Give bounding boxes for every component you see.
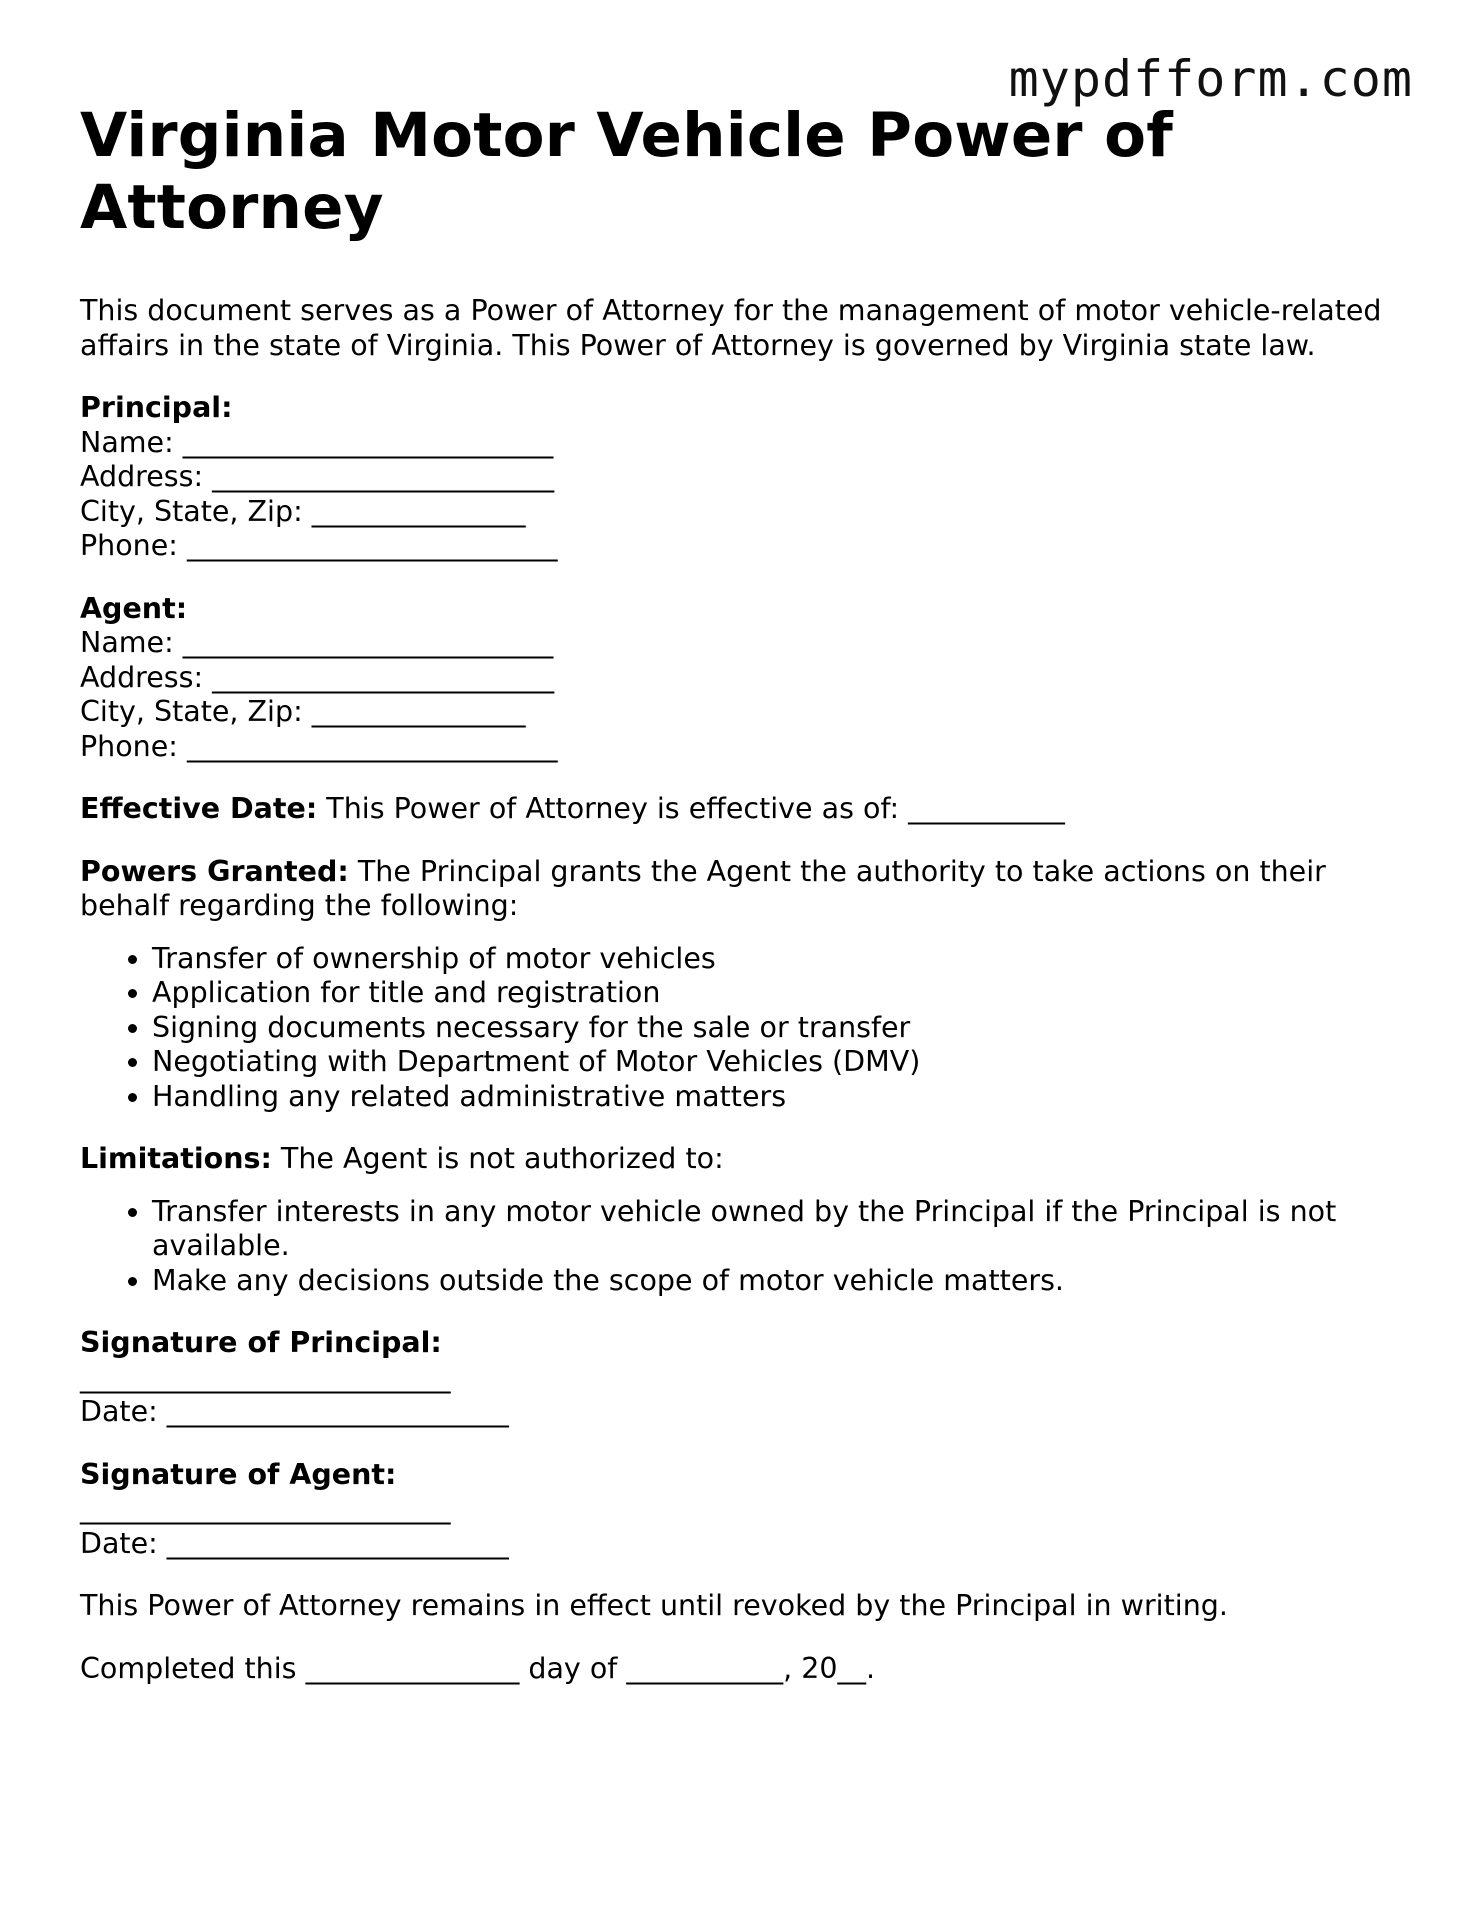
agent-signature-line[interactable]: __________________________ [80, 1492, 451, 1525]
principal-signature-heading: Signature of Principal: [80, 1326, 442, 1359]
principal-city-field[interactable]: City, State, Zip: _______________ [80, 494, 526, 528]
principal-heading: Principal: [80, 391, 233, 424]
effective-date-field[interactable]: This Power of Attorney is effective as of: ___________ [317, 792, 1065, 825]
agent-signature-date-field[interactable]: Date: ________________________ [80, 1526, 509, 1560]
principal-signature-line[interactable]: __________________________ [80, 1360, 451, 1394]
list-item: • Signing documents necessary for the sale or transfer [152, 1011, 1400, 1046]
list-item: • Transfer interests in any motor vehicle owned by the Principal if the Principal is not available. [152, 1195, 1400, 1264]
principal-phone-field[interactable]: Phone: __________________________ [80, 529, 558, 562]
principal-name-field[interactable]: Name: __________________________ [80, 425, 554, 459]
powers-paragraph [80, 855, 1400, 924]
principal-address-field[interactable]: Address: ________________________ [80, 460, 555, 493]
effective-date-label: Effective Date: [80, 792, 318, 825]
list-item: • Transfer of ownership of motor vehicles [152, 942, 1400, 977]
list-item: • Application for title and registration [152, 976, 1400, 1011]
document-title: Virginia Motor Vehicle Power of Attorney [80, 100, 1174, 243]
limitations-paragraph [80, 1142, 1400, 1177]
principal-signature-date-field[interactable]: Date: ________________________ [80, 1395, 509, 1428]
agent-city-field[interactable]: City, State, Zip: _______________ [80, 695, 526, 728]
watermark: mypdfform.com [1008, 50, 1413, 108]
list-item: • Negotiating with Department of Motor Vehicles (DMV) [152, 1045, 1400, 1080]
limitations-text: The Agent is not authorized to: [271, 1142, 724, 1175]
document-page [80, 100, 1400, 1686]
list-item: • Handling any related administrative matters [152, 1080, 1400, 1115]
powers-text: The Principal grants the Agent the authority to take actions on their behalf regarding the following: [80, 854, 1326, 922]
powers-label: Powers Granted: [80, 854, 349, 888]
agent-section [80, 592, 1400, 765]
agent-address-field[interactable]: Address: ________________________ [80, 660, 555, 694]
effective-date-paragraph [80, 792, 1400, 827]
principal-signature-section [80, 1326, 1400, 1430]
agent-heading: Agent: [80, 591, 188, 625]
limitations-list [80, 1195, 1400, 1299]
completed-line[interactable]: Completed this _______________ day of ___________, 20__. [80, 1651, 876, 1685]
agent-phone-field[interactable]: Phone: __________________________ [80, 729, 558, 763]
principal-section [80, 391, 1400, 564]
powers-list [80, 942, 1400, 1115]
agent-signature-section [80, 1458, 1400, 1562]
revocation-paragraph: This Power of Attorney remains in effect until revoked by the Principal in writing. [80, 1589, 1228, 1622]
limitations-label: Limitations: [80, 1142, 272, 1175]
agent-signature-heading: Signature of Agent: [80, 1457, 397, 1491]
list-item: • Make any decisions outside the scope of motor vehicle matters. [152, 1264, 1400, 1299]
agent-name-field[interactable]: Name: __________________________ [80, 626, 554, 659]
intro-paragraph: This document serves as a Power of Attorney for the management of motor vehicle-related affairs in the state of Virginia. This Power of Attorney is governed by Virginia state law. [80, 294, 1382, 362]
